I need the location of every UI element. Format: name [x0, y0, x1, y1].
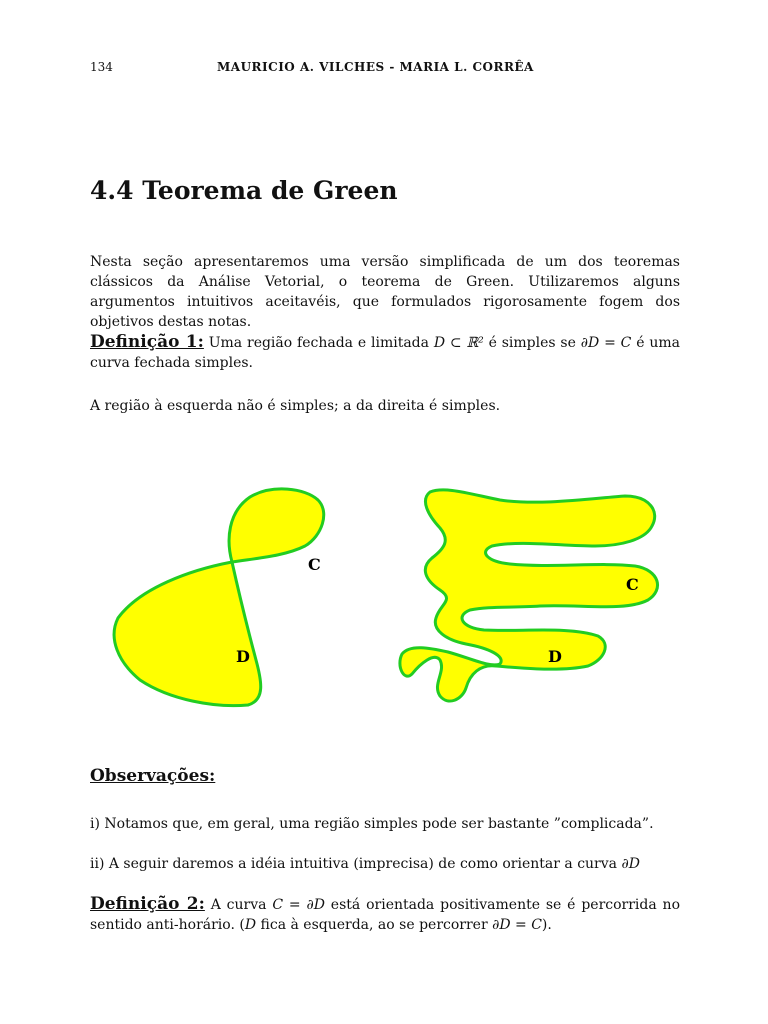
right-curve-label: C: [626, 575, 639, 594]
definition-1-text-c: é uma curva fechada simples.: [90, 335, 680, 371]
definition-2-label: Definição 2:: [90, 894, 205, 914]
definition-1-text-a: Uma região fechada e limitada: [203, 335, 434, 351]
left-region: [114, 489, 324, 706]
definition-2: [90, 894, 680, 935]
left-curve-label: C: [308, 555, 321, 574]
definition-1-math-2: ∂D = C: [580, 335, 632, 351]
observations-heading: Observações:: [90, 766, 216, 786]
definition-1-math-1: D ⊂ ℝ²: [433, 335, 484, 351]
remark-paragraph: A região à esquerda não é simples; a da direita é simples.: [90, 398, 501, 414]
definition-2-text-c: fica à esquerda, ao se percorrer: [256, 917, 493, 933]
definition-2-text-a: A curva: [204, 897, 273, 913]
definition-2-math-2: D: [244, 917, 257, 933]
observation-1: i) Notamos que, em geral, uma região simples pode ser bastante ”complicada”.: [90, 816, 654, 832]
definition-2-text-d: ).: [541, 917, 552, 933]
page-number: 134: [90, 60, 113, 74]
definition-2-math-3: ∂D = C: [492, 917, 542, 933]
right-region-shape: [400, 490, 658, 701]
definition-2-math-1: C = ∂D: [272, 897, 325, 913]
intro-paragraph: Nesta seção apresentaremos uma versão simplificada de um dos teoremas clássicos da Análise Vetorial, o teorema de Green. Utilizaremos alguns argumentos intuitivos aceitavéis, que formulados rigorosamente fogem dos objetivos destas notas.: [90, 254, 680, 330]
left-region-upper-lobe: [229, 489, 324, 562]
running-head: MAURICIO A. VILCHES - MARIA L. CORRÊA: [217, 60, 534, 74]
definition-1-text-b: é simples se: [483, 335, 581, 351]
right-region-label: D: [548, 647, 562, 666]
right-region: [400, 490, 658, 701]
definition-2-text-b: está orientada positivamente se é percorrida no sentido anti-horário. (: [90, 897, 680, 933]
section-title: 4.4 Teorema de Green: [90, 176, 398, 205]
left-region-lower-lobe: [114, 562, 261, 706]
observation-2-math: ∂D: [621, 856, 640, 872]
observation-2: [90, 854, 680, 874]
observation-2-text: ii) A seguir daremos a idéia intuitiva (imprecisa) de como orientar a curva: [90, 856, 622, 872]
definition-1-label: Definição 1:: [90, 332, 204, 352]
left-region-label: D: [236, 647, 250, 666]
